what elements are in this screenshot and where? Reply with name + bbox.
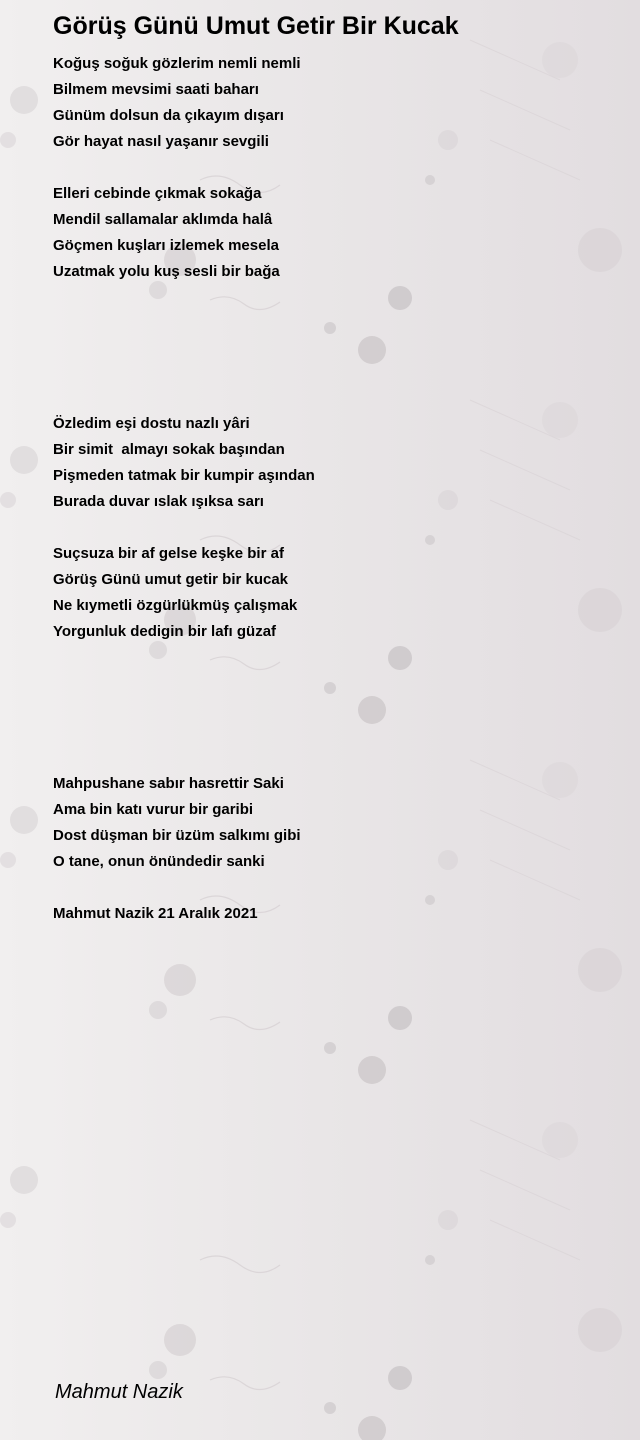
poem-line: Suçsuza bir af gelse keşke bir af (53, 545, 284, 562)
poem-line: Gör hayat nasıl yaşanır sevgili (53, 133, 269, 150)
poem-line: Günüm dolsun da çıkayım dışarı (53, 107, 284, 124)
stanza-4 (53, 541, 297, 645)
poem-line: Mendil sallamalar aklımda halâ (53, 211, 273, 228)
stanza-1 (53, 51, 301, 155)
poem-line: Dost düşman bir üzüm salkımı gibi (53, 827, 301, 844)
poem-line: Ne kıymetli özgürlükmüş çalışmak (53, 597, 298, 614)
poem-line: Göçmen kuşları izlemek mesela (53, 237, 279, 254)
poem-line: Elleri cebinde çıkmak sokağa (53, 185, 262, 202)
poem-line: Uzatmak yolu kuş sesli bir bağa (53, 263, 280, 280)
stanza-5 (53, 771, 301, 875)
poem-line: Ama bin katı vurur bir garibi (53, 801, 254, 818)
poem-title: Görüş Günü Umut Getir Bir Kucak (53, 12, 459, 40)
poem-line: Koğuş soğuk gözlerim nemli nemli (53, 55, 301, 72)
poem-line: Mahpushane sabır hasrettir Saki (53, 775, 284, 792)
poem-line: Bir simit almayı sokak başından (53, 441, 285, 458)
poem-line: Özledim eşi dostu nazlı yâri (53, 415, 250, 432)
poem-signature: Mahmut Nazik 21 Aralık 2021 (53, 905, 258, 922)
poem-line: Burada duvar ıslak ışıksa sarı (53, 493, 264, 510)
stanza-2 (53, 181, 280, 285)
author-name: Mahmut Nazik (55, 1381, 183, 1403)
poem-line: O tane, onun önündedir sanki (53, 853, 265, 870)
poem-line: Yorgunluk dedigin bir lafı güzaf (53, 623, 277, 640)
stanza-3 (53, 411, 315, 515)
poem-line: Pişmeden tatmak bir kumpir aşından (53, 467, 315, 484)
poem-line: Bilmem mevsimi saati baharı (53, 81, 259, 98)
poem-line: Görüş Günü umut getir bir kucak (53, 571, 289, 588)
